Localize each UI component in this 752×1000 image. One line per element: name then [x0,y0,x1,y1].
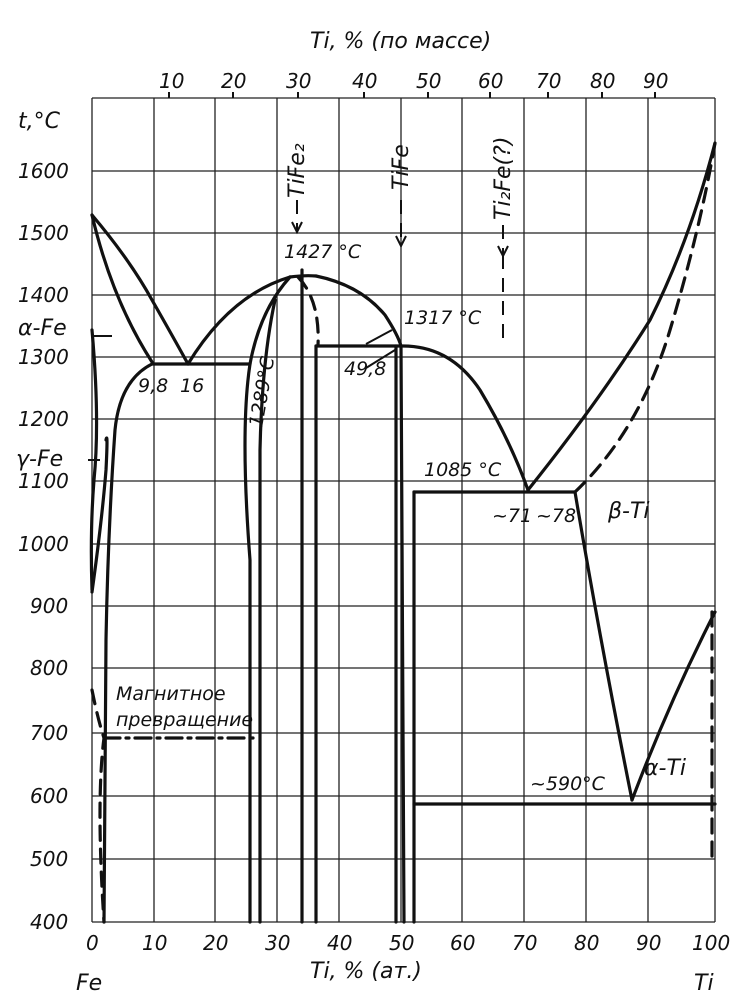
x-tick-label: 70 [512,931,538,955]
temp-1427-label: 1427 °C [284,241,362,263]
x-axis-title: Ti, % (ат.) [310,959,422,984]
top-tick-label: 10 [159,69,185,93]
top-axis-title: Ti, % (по массе) [310,29,492,54]
gamma-fe-label: γ-Fe [16,447,64,472]
x-tick-label: 30 [265,931,291,955]
y-tick-label: 900 [30,594,69,618]
top-tick-label: 30 [286,69,312,93]
y-tick-label: 1000 [18,532,69,556]
fe-element-label: Fe [76,971,103,996]
tife-label-leader [366,330,392,344]
x-tick-label: 50 [389,931,415,955]
top-tick-labels [159,69,668,93]
y-tick-label: 1300 [18,345,69,369]
top-tick-label: 60 [478,69,504,93]
y-tick-label: 800 [30,656,69,680]
top-tick-label: 50 [416,69,442,93]
x-tick-label: 20 [203,931,229,955]
temp-590-label: ~590°C [530,773,605,795]
x-tick-label: 100 [692,931,731,955]
magnetic-label-line2: превращение [116,709,254,731]
y-tick-label: 700 [30,721,69,745]
conc-78-label: ~78 [536,505,577,527]
temp-1085-label: 1085 °C [424,459,502,481]
beta-ti-solidus-dashed [575,143,715,492]
liquidus-to-eutectic [92,215,152,362]
top-tick-label: 70 [536,69,562,93]
tife2-label: TiFe₂ [285,143,310,198]
x-tick-label: 0 [86,931,99,955]
x-tick-label: 10 [142,931,168,955]
ti-element-label: Ti [694,971,714,996]
y-tick-label: 1200 [18,407,69,431]
x-tick-labels [86,931,730,955]
top-tick-label: 40 [352,69,378,93]
magnetic-label-line1: Магнитное [116,683,226,705]
y-tick-label: 1500 [18,221,69,245]
beta-ti-label: β-Ti [608,499,650,524]
y-tick-label: 1400 [18,283,69,307]
y-axis-title: t,°C [18,109,60,134]
top-tick-label: 20 [221,69,247,93]
x-tick-label: 60 [450,931,476,955]
conc-9-8-label: 9,8 [138,375,169,397]
conc-71-label: ~71 [492,505,533,527]
tife-label: TiFe [389,144,414,190]
x-tick-label: 90 [636,931,662,955]
temp-1317-label: 1317 °C [404,307,482,329]
conc-16-label: 16 [180,375,205,397]
x-tick-label: 80 [574,931,600,955]
y-tick-label: 1100 [18,469,69,493]
conc-49-8-label: 49,8 [344,358,387,380]
magnetic-dashed-left [92,690,104,922]
beta-ti-solvus [575,492,632,800]
top-tick-label: 80 [590,69,616,93]
temp-1289-label: 1289°C [245,355,280,429]
fe-solubility [104,364,152,922]
y-tick-labels [18,159,69,934]
ti2fe-label: Ti₂Fe(?) [491,136,516,220]
y-tick-label: 1600 [18,159,69,183]
tife2-dome [316,276,401,346]
y-tick-label: 500 [30,847,69,871]
alpha-fe-label: α-Fe [18,316,67,341]
top-tick-label: 90 [643,69,669,93]
alpha-ti-label: α-Ti [644,756,686,781]
x-tick-label: 40 [327,931,353,955]
tife2-left-boundary [245,364,250,922]
y-tick-label: 400 [30,910,69,934]
y-tick-label: 600 [30,784,69,808]
